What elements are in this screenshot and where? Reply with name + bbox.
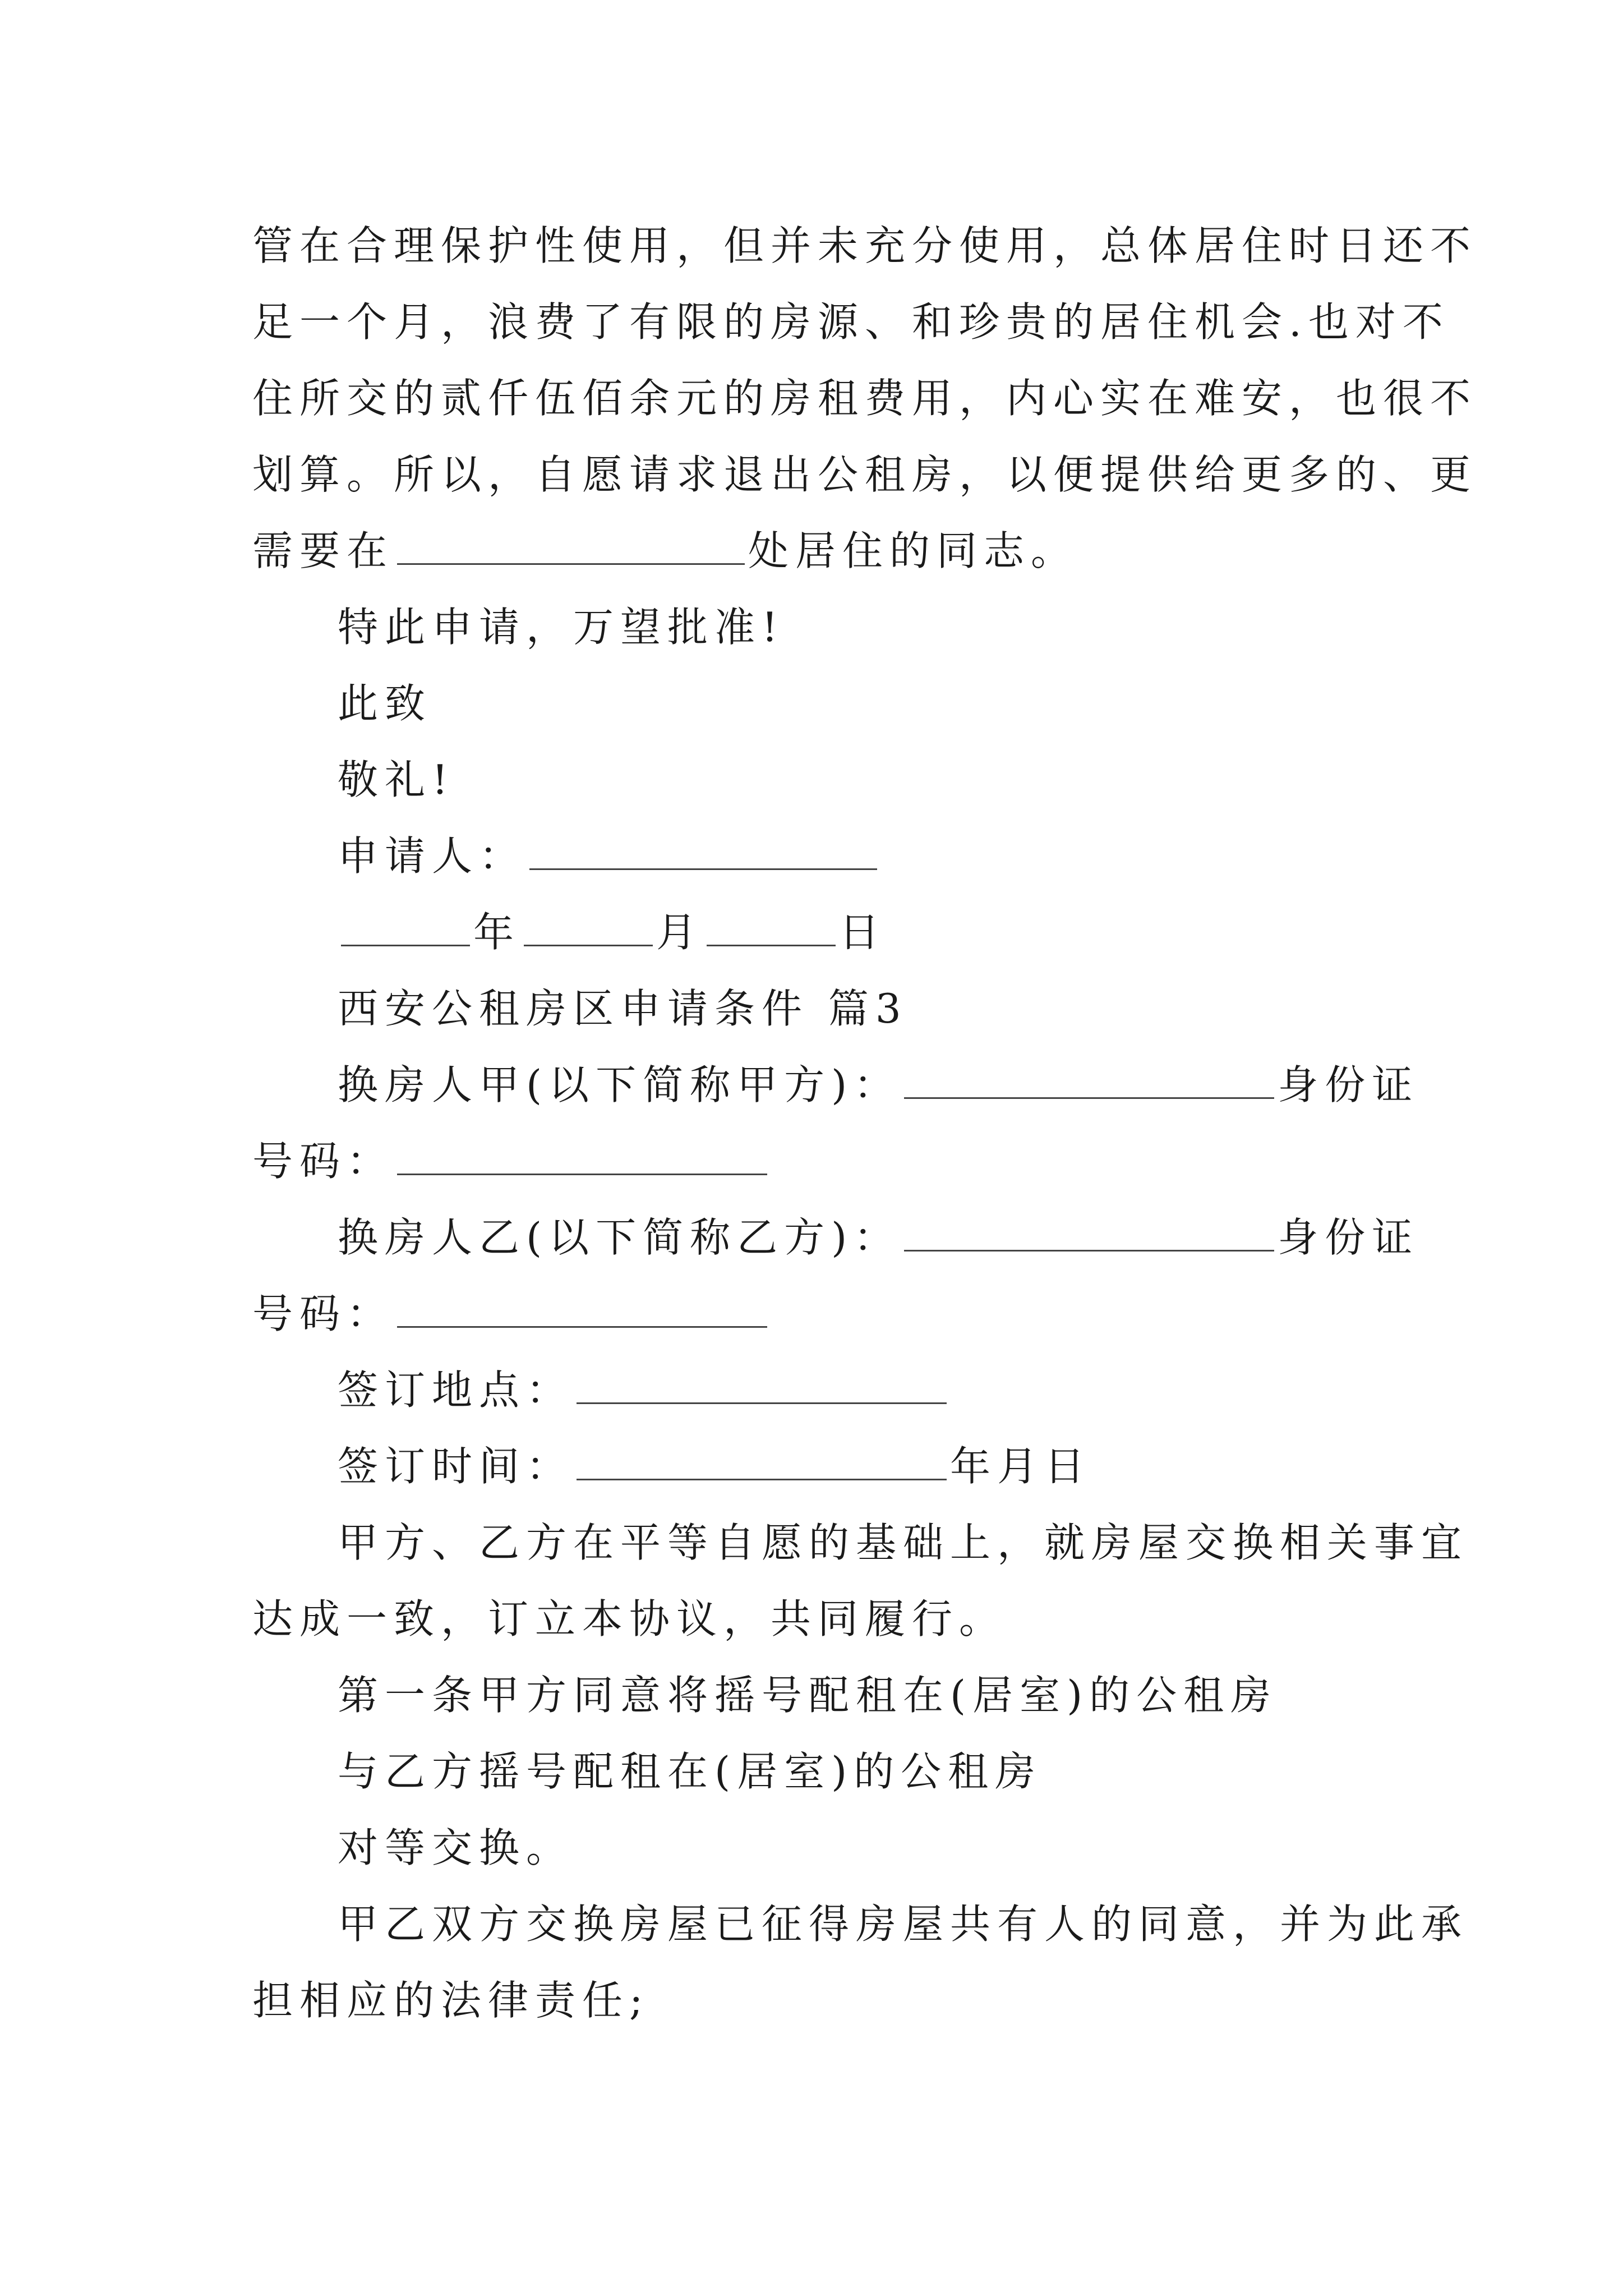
- id-label: 身份证: [1278, 1061, 1419, 1108]
- text-fragment: 处居住的同志。: [748, 527, 1078, 574]
- paragraph-line: 足一个月，浪费了有限的房源、和珍贵的居住机会.也对不: [252, 298, 1450, 346]
- paragraph-line: 管在合理保护性使用，但并未充分使用，总体居住时日还不: [252, 222, 1478, 269]
- text-fragment: 需要在: [252, 527, 394, 574]
- salute-line: 敬礼!: [338, 756, 455, 803]
- party-b-id-line: [252, 1276, 1385, 1352]
- id-number-label: 号码：: [252, 1290, 394, 1337]
- consent-line: 甲乙双方交换房屋已征得房屋共有人的同意，并为此承: [338, 1901, 1469, 1948]
- party-b-label: 换房人乙(以下简称乙方)：: [338, 1214, 901, 1261]
- applicant-label: 申请人：: [338, 832, 527, 880]
- paragraph-line: 住所交的贰仟伍佰余元的房租费用，内心实在难安，也很不: [252, 375, 1478, 422]
- party-a-label: 换房人甲(以下简称甲方)：: [338, 1061, 901, 1108]
- article-line: 与乙方摇号配租在(居室)的公租房: [338, 1748, 1043, 1795]
- article-line: 对等交换。: [338, 1824, 574, 1871]
- sign-place-line: [252, 1352, 1385, 1428]
- party-a-line: [252, 1047, 1419, 1123]
- party-a-blank: [904, 1061, 1274, 1099]
- party-b-blank: [904, 1214, 1274, 1251]
- month-label: 月: [656, 909, 704, 956]
- salute-line: 此致: [338, 680, 432, 727]
- day-label: 日: [839, 909, 887, 956]
- applicant-blank: [529, 832, 877, 870]
- party-b-id-blank: [397, 1290, 767, 1328]
- id-label: 身份证: [1278, 1214, 1419, 1261]
- year-blank: [341, 909, 470, 946]
- sign-time-line: [252, 1428, 1385, 1504]
- party-a-id-blank: [397, 1138, 767, 1175]
- document-page: [252, 208, 1478, 2039]
- agreement-line: 达成一致，订立本协议，共同履行。: [252, 1595, 1007, 1642]
- sign-place-label: 签订地点：: [338, 1366, 574, 1414]
- party-a-id-line: [252, 1123, 1385, 1199]
- article-line: 第一条甲方同意将摇号配租在(居室)的公租房: [338, 1672, 1278, 1719]
- sign-place-blank: [577, 1366, 947, 1404]
- request-line: 特此申请，万望批准!: [338, 604, 785, 651]
- consent-line: 担相应的法律责任;: [252, 1977, 650, 2024]
- sign-time-blank: [577, 1443, 947, 1480]
- date-line: [252, 894, 1385, 970]
- agreement-line: 甲方、乙方在平等自愿的基础上，就房屋交换相关事宜: [338, 1519, 1469, 1566]
- sign-time-label: 签订时间：: [338, 1443, 574, 1490]
- section-title: 西安公租房区申请条件 篇3: [338, 985, 908, 1032]
- applicant-line: [252, 818, 1385, 894]
- year-label: 年: [473, 909, 521, 956]
- month-blank: [524, 909, 653, 946]
- day-blank: [707, 909, 836, 946]
- sign-time-suffix: 年月日: [950, 1443, 1092, 1490]
- id-number-label: 号码：: [252, 1138, 394, 1185]
- party-b-line: [252, 1199, 1419, 1276]
- fill-blank: [397, 527, 745, 565]
- paragraph-line: [252, 513, 1385, 589]
- paragraph-line: 划算。所以，自愿请求退出公租房，以便提供给更多的、更: [252, 451, 1478, 498]
